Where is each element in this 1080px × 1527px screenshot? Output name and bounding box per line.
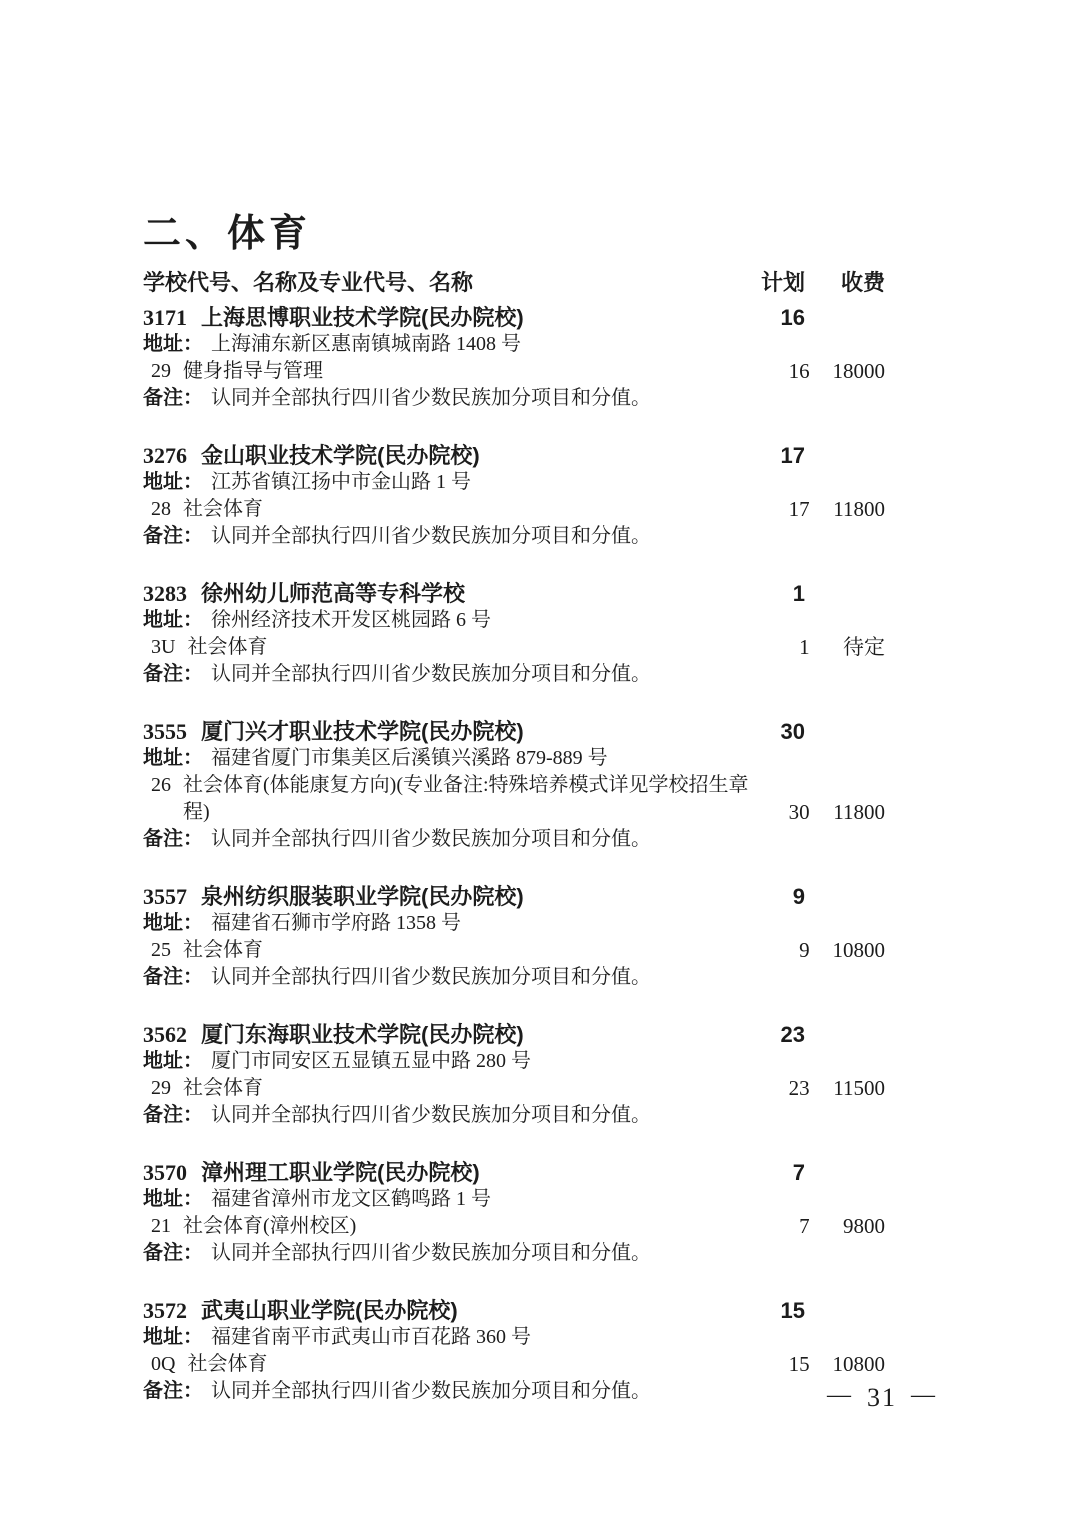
school-plan: 17 xyxy=(780,443,805,469)
address-label: 地址： xyxy=(143,471,203,494)
major-name: 健身指导与管理 xyxy=(183,360,323,383)
address-label: 地址： xyxy=(143,609,203,632)
major-row xyxy=(143,1075,885,1102)
major-row xyxy=(143,634,885,661)
major-row xyxy=(143,1213,885,1240)
school-address: 厦门市同安区五显镇五显中路 280 号 xyxy=(211,1050,531,1073)
major-plan: 17 xyxy=(788,497,810,522)
school-code: 3557 xyxy=(143,884,187,910)
school-entry xyxy=(143,1159,885,1267)
school-note: 认同并全部执行四川省少数民族加分项目和分值。 xyxy=(211,1104,651,1127)
address-row xyxy=(143,910,885,937)
note-label: 备注： xyxy=(143,828,203,851)
school-plan: 9 xyxy=(792,884,805,910)
school-address: 福建省厦门市集美区后溪镇兴溪路 879-889 号 xyxy=(211,747,608,770)
major-fee: 11500 xyxy=(833,1076,885,1101)
major-plan: 7 xyxy=(799,1214,810,1239)
major-code: 21 xyxy=(151,1215,171,1238)
school-code: 3562 xyxy=(143,1022,187,1048)
major-row xyxy=(143,496,885,523)
major-fee: 18000 xyxy=(832,359,885,384)
major-code: 3U xyxy=(151,636,176,659)
school-address: 福建省石狮市学府路 1358 号 xyxy=(211,912,461,935)
school-note: 认同并全部执行四川省少数民族加分项目和分值。 xyxy=(211,1242,651,1265)
major-code: 29 xyxy=(151,360,171,383)
school-name: 上海思博职业技术学院(民办院校) xyxy=(201,305,524,331)
address-row xyxy=(143,1324,885,1351)
major-code: 29 xyxy=(151,1077,171,1100)
address-label: 地址： xyxy=(143,333,203,356)
school-code: 3570 xyxy=(143,1160,187,1186)
header-fee-col: 收费 xyxy=(840,270,885,296)
school-plan: 16 xyxy=(780,305,805,331)
school-header-row xyxy=(143,1021,885,1048)
note-row xyxy=(143,1378,885,1405)
major-name: 社会体育(漳州校区) xyxy=(183,1215,357,1238)
school-address: 江苏省镇江扬中市金山路 1 号 xyxy=(211,471,471,494)
note-label: 备注： xyxy=(143,387,203,410)
major-name: 社会体育 xyxy=(187,636,268,659)
school-entry xyxy=(143,1297,885,1405)
address-label: 地址： xyxy=(143,1050,203,1073)
note-label: 备注： xyxy=(143,966,203,989)
school-note: 认同并全部执行四川省少数民族加分项目和分值。 xyxy=(211,1380,651,1403)
page-number: 31 xyxy=(867,1383,897,1412)
major-name: 社会体育 xyxy=(187,1353,268,1376)
note-label: 备注： xyxy=(143,1380,203,1403)
school-entry xyxy=(143,718,885,853)
major-code: 0Q xyxy=(151,1353,176,1376)
note-label: 备注： xyxy=(143,663,203,686)
school-name: 金山职业技术学院(民办院校) xyxy=(201,443,480,469)
address-row xyxy=(143,1186,885,1213)
note-row xyxy=(143,661,885,688)
major-code: 28 xyxy=(151,498,171,521)
note-row xyxy=(143,964,885,991)
header-school-col: 学校代号、名称及专业代号、名称 xyxy=(143,270,474,296)
school-header-row xyxy=(143,442,885,469)
note-row xyxy=(143,1102,885,1129)
major-row xyxy=(143,358,885,385)
major-plan: 15 xyxy=(788,1352,810,1377)
address-label: 地址： xyxy=(143,912,203,935)
school-plan: 15 xyxy=(780,1298,805,1324)
major-row xyxy=(143,1351,885,1378)
school-plan: 30 xyxy=(780,719,805,745)
address-row xyxy=(143,331,885,358)
school-plan: 7 xyxy=(792,1160,805,1186)
school-note: 认同并全部执行四川省少数民族加分项目和分值。 xyxy=(211,966,651,989)
footer-right-dash: — xyxy=(911,1382,937,1408)
school-address: 福建省南平市武夷山市百花路 360 号 xyxy=(211,1326,531,1349)
school-header-row xyxy=(143,580,885,607)
section-title: 二、体育 xyxy=(143,213,312,256)
major-plan: 9 xyxy=(799,938,810,963)
school-plan: 23 xyxy=(780,1022,805,1048)
school-entry xyxy=(143,1021,885,1129)
school-header-row xyxy=(143,1297,885,1324)
school-name: 武夷山职业学院(民办院校) xyxy=(201,1298,458,1324)
school-entry xyxy=(143,304,885,412)
note-row xyxy=(143,385,885,412)
school-code: 3572 xyxy=(143,1298,187,1324)
address-row xyxy=(143,1048,885,1075)
note-label: 备注： xyxy=(143,525,203,548)
address-row xyxy=(143,607,885,634)
address-label: 地址： xyxy=(143,1326,203,1349)
note-label: 备注： xyxy=(143,1104,203,1127)
school-note: 认同并全部执行四川省少数民族加分项目和分值。 xyxy=(211,828,651,851)
address-row xyxy=(143,745,885,772)
note-row xyxy=(143,523,885,550)
address-row xyxy=(143,469,885,496)
major-plan: 30 xyxy=(788,800,810,825)
major-code: 25 xyxy=(151,939,171,962)
school-code: 3283 xyxy=(143,581,187,607)
school-name: 厦门东海职业技术学院(民办院校) xyxy=(201,1022,524,1048)
school-name: 徐州幼儿师范高等专科学校 xyxy=(201,581,466,607)
major-plan: 16 xyxy=(788,359,810,384)
major-plan: 23 xyxy=(788,1076,810,1101)
school-entry xyxy=(143,580,885,688)
school-entry xyxy=(143,442,885,550)
major-code: 26 xyxy=(151,774,171,797)
major-row xyxy=(143,937,885,964)
major-name: 社会体育 xyxy=(183,498,263,521)
school-name: 漳州理工职业学院(民办院校) xyxy=(201,1160,480,1186)
school-name: 厦门兴才职业技术学院(民办院校) xyxy=(201,719,524,745)
school-entry xyxy=(143,883,885,991)
note-label: 备注： xyxy=(143,1242,203,1265)
school-note: 认同并全部执行四川省少数民族加分项目和分值。 xyxy=(211,387,651,410)
school-header-row xyxy=(143,883,885,910)
school-address: 上海浦东新区惠南镇城南路 1408 号 xyxy=(211,333,521,356)
school-address: 徐州经济技术开发区桃园路 6 号 xyxy=(211,609,491,632)
note-row xyxy=(143,1240,885,1267)
school-header-row xyxy=(143,304,885,331)
school-note: 认同并全部执行四川省少数民族加分项目和分值。 xyxy=(211,663,651,686)
footer-left-dash: — xyxy=(827,1382,853,1408)
major-fee: 10800 xyxy=(832,1352,885,1377)
major-name: 社会体育 xyxy=(183,939,263,962)
address-label: 地址： xyxy=(143,747,203,770)
school-address: 福建省漳州市龙文区鹤鸣路 1 号 xyxy=(211,1188,491,1211)
school-code: 3555 xyxy=(143,719,187,745)
major-name: 社会体育 xyxy=(183,1077,263,1100)
table-header xyxy=(143,269,885,296)
address-label: 地址： xyxy=(143,1188,203,1211)
header-plan-col: 计划 xyxy=(760,270,805,296)
major-row xyxy=(143,772,885,826)
school-note: 认同并全部执行四川省少数民族加分项目和分值。 xyxy=(211,525,651,548)
major-plan: 1 xyxy=(799,635,810,660)
school-header-row xyxy=(143,718,885,745)
school-header-row xyxy=(143,1159,885,1186)
school-code: 3276 xyxy=(143,443,187,469)
major-fee: 9800 xyxy=(843,1214,885,1239)
major-fee: 10800 xyxy=(832,938,885,963)
page-footer xyxy=(827,1383,937,1413)
major-fee: 11800 xyxy=(833,497,885,522)
note-row xyxy=(143,826,885,853)
school-name: 泉州纺织服装职业学院(民办院校) xyxy=(201,884,524,910)
major-fee: 待定 xyxy=(843,635,885,660)
school-code: 3171 xyxy=(143,305,187,331)
school-plan: 1 xyxy=(792,581,805,607)
major-name: 社会体育(体能康复方向)(专业备注:特殊培养模式详见学校招生章程) xyxy=(183,774,749,824)
major-fee: 11800 xyxy=(833,800,885,825)
